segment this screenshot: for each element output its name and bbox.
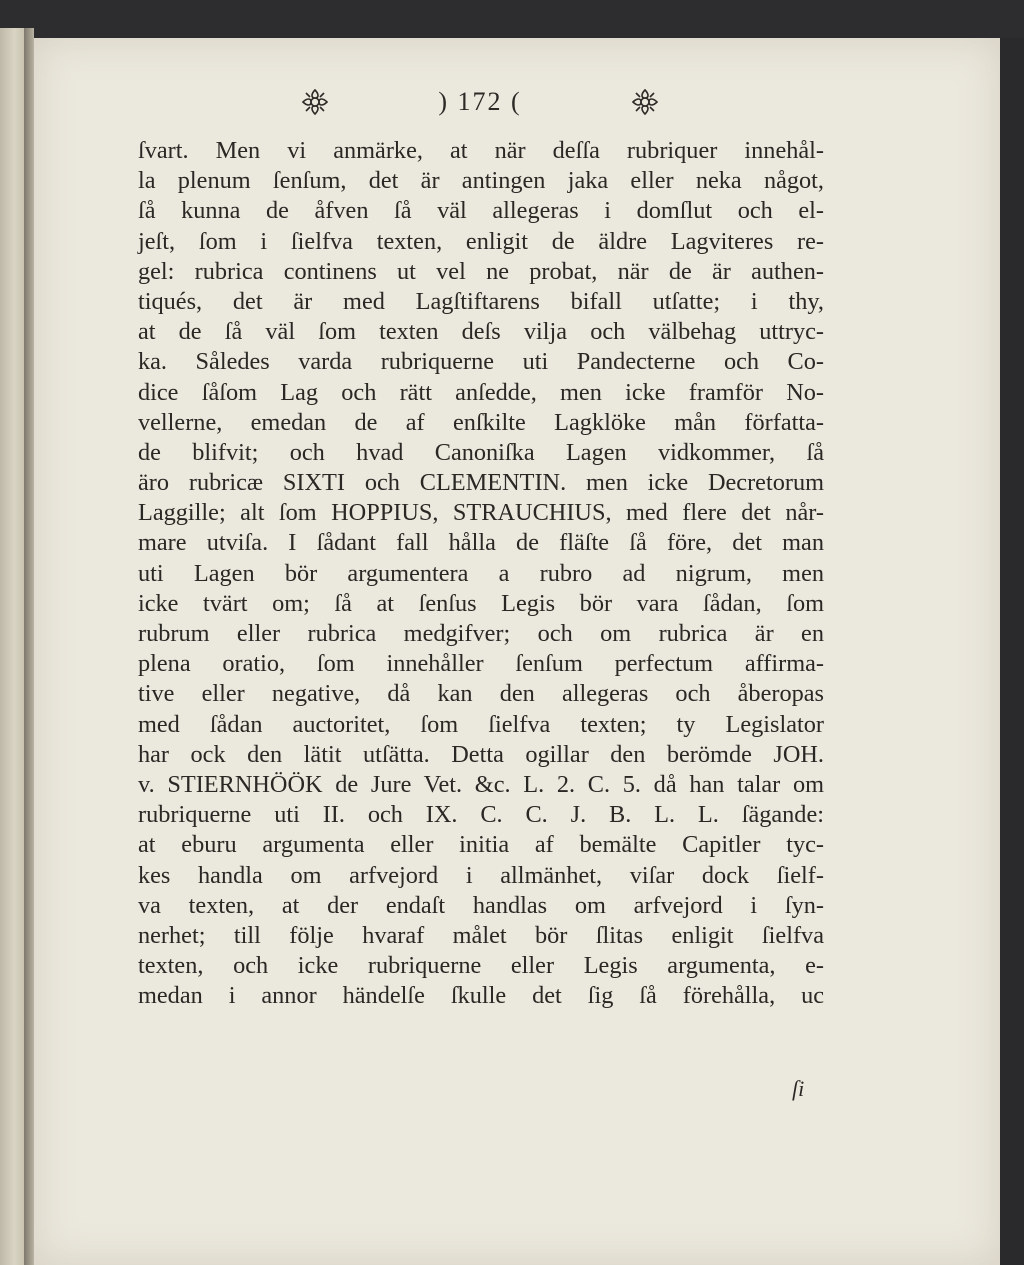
text-line: va texten, at der endaſt handlas om arfvejord i ſyn- xyxy=(138,891,824,919)
text-line: texten, och icke rubriquerne eller Legis argumenta, e- xyxy=(138,952,824,980)
text-line: nerhet; till följe hvaraf målet bör ſlitas enligit ſielfva xyxy=(138,921,824,949)
catchword: ſi xyxy=(792,1076,805,1101)
text-line: har ock den lätit utſätta. Detta ogillar den berömde JOH. xyxy=(138,740,824,768)
text-line: mare utviſa. I ſådant fall hålla de fläſte ſå före, det man xyxy=(138,529,824,557)
text-line: med ſådan auctoritet, ſom ſielfva texten; ty Legislator xyxy=(138,710,824,738)
book-gutter xyxy=(24,28,34,1265)
page-header xyxy=(300,82,660,122)
text-line: at eburu argumenta eller initia af bemälte Capitler tyc- xyxy=(138,831,824,859)
scan-background xyxy=(1000,38,1024,1265)
text-line: rubriquerne uti II. och IX. C. C. J. B. L. L. ſägande: xyxy=(138,801,824,829)
text-line: icke tvärt om; ſå at ſenſus Legis bör vara ſådan, ſom xyxy=(138,589,824,617)
text-line: uti Lagen bör argumentera a rubro ad nigrum, men xyxy=(138,559,824,587)
facing-page-edge xyxy=(0,28,24,1265)
text-line: dice ſåſom Lag och rätt anſedde, men icke framför No- xyxy=(138,378,824,406)
text-line: rubrum eller rubrica medgifver; och om rubrica är en xyxy=(138,620,824,647)
text-line: kes handla om arfvejord i allmänhet, viſar dock ſielf- xyxy=(138,861,824,889)
floral-ornament-icon xyxy=(300,87,330,117)
text-line: de blifvit; och hvad Canoniſka Lagen vidkommer, ſå xyxy=(138,438,824,466)
floral-ornament-icon xyxy=(630,87,660,117)
text-line: la plenum ſenſum, det är antingen jaka eller neka något, xyxy=(138,167,824,195)
page-number: ) 172 ( xyxy=(438,87,522,116)
body-text xyxy=(138,136,824,1011)
text-line: v. STIERNHÖÖK de Jure Vet. &c. L. 2. C. 5. då han talar om xyxy=(138,770,824,798)
text-line: vellerne, emedan de af enſkilte Lagklöke mån författa- xyxy=(138,408,824,436)
text-line: tive eller negative, då kan den allegeras och åberopas xyxy=(138,680,824,708)
text-line: ka. Således varda rubriquerne uti Pandecterne och Co- xyxy=(138,348,824,376)
text-line: ſå kunna de åfven ſå väl allegeras i domſlut och el- xyxy=(138,197,824,225)
text-line: tiqués, det är med Lagſtiftarens bifall utſatte; i thy, xyxy=(138,287,824,315)
text-line: gel: rubrica continens ut vel ne probat, när de är authen- xyxy=(138,257,824,285)
text-line: at de ſå väl ſom texten deſs vilja och välbehag uttryc- xyxy=(138,318,824,346)
text-line: ſvart. Men vi anmärke, at när deſſa rubriquer innehål- xyxy=(138,137,824,164)
text-line: äro rubricæ SIXTI och CLEMENTIN. men icke Decretorum xyxy=(138,469,824,497)
text-line: Laggille; alt ſom HOPPIUS, STRAUCHIUS, med flere det når- xyxy=(138,499,824,527)
text-line: medan i annor händelſe ſkulle det ſig ſå förehålla, uc xyxy=(138,982,824,1010)
text-line: jeſt, ſom i ſielfva texten, enligit de äldre Lagviteres re- xyxy=(138,227,824,255)
text-line: plena oratio, ſom innehåller ſenſum perfectum affirma- xyxy=(138,650,824,678)
